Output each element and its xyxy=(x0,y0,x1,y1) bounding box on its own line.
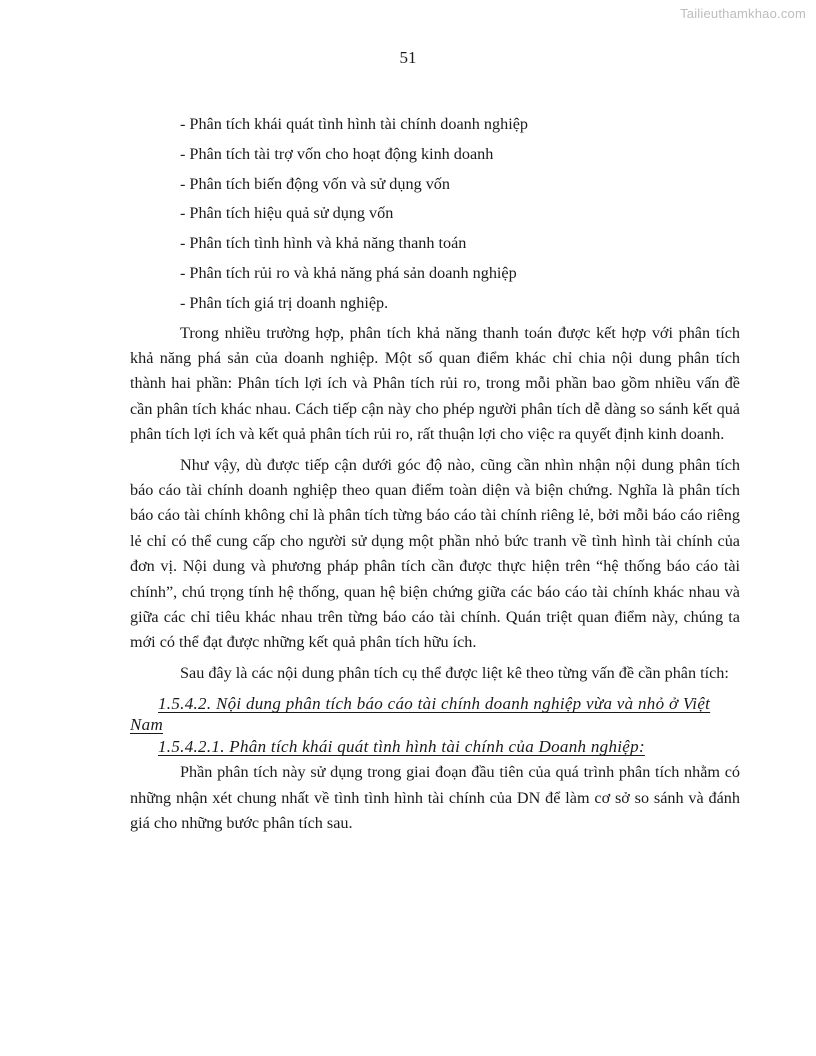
list-item: - Phân tích tài trợ vốn cho hoạt động kinh doanh xyxy=(180,144,494,163)
paragraph-approaches: Trong nhiều trường hợp, phân tích khả năng thanh toán được kết hợp với phân tích khả năng phá sản của doanh nghiệp. Một số quan điểm khác chỉ chia nội dung phân tích thành hai phần: Phân tích lợi ích và Phân tích rủi ro, trong mỗi phần bao gồm nhiều vấn đề cần phân tích khác nhau. Cách tiếp cận này cho phép người phân tích dễ dàng so sánh kết quả phân tích lợi ích và kết quả phân tích rủi ro, rất thuận lợi cho việc ra quyết định kinh doanh. xyxy=(130,323,740,444)
paragraph-overview: Phần phân tích này sử dụng trong giai đoạn đầu tiên của quá trình phân tích nhằm có những nhận xét chung nhất về tình tình hình tài chính của DN để làm cơ sở so sánh và đánh giá cho những bước phân tích sau. xyxy=(130,763,740,833)
list-item: - Phân tích rủi ro và khả năng phá sản doanh nghiệp xyxy=(180,263,517,282)
list-item: - Phân tích biến động vốn và sử dụng vốn xyxy=(180,174,450,193)
list-item: - Phân tích giá trị doanh nghiệp. xyxy=(180,293,389,312)
paragraph-holistic-view: Như vậy, dù được tiếp cận dưới góc độ nào, cũng cần nhìn nhận nội dung phân tích báo cáo tài chính doanh nghiệp theo quan điểm toàn diện và biện chứng. Nghĩa là phân tích báo cáo tài chính không chỉ là phân tích từng báo cáo tài chính riêng lẻ, bởi mỗi báo cáo riêng lẻ chỉ có thể cung cấp cho người sử dụng một phần nhỏ bức tranh về tình hình tài chính của đơn vị. Nội dung và phương pháp phân tích cần được thực hiện trên “hệ thống báo cáo tài chính”, chú trọng tính hệ thống, quan hệ biện chứng giữa các báo cáo tài chính khác nhau và giữa các chỉ tiêu khác nhau trên từng báo cáo tài chính. Quán triệt quan điểm này, chúng ta mới có thể đạt được những kết quả phân tích hữu ích. xyxy=(130,455,740,652)
analysis-bullet-list xyxy=(130,112,740,321)
section-heading: 1.5.4.2. Nội dung phân tích báo cáo tài chính doanh nghiệp vừa và nhỏ ở Việt Nam xyxy=(130,694,711,735)
page-number: 51 xyxy=(399,48,417,67)
list-item: - Phân tích khái quát tình hình tài chính doanh nghiệp xyxy=(180,115,528,133)
paragraph-intro-list: Sau đây là các nội dung phân tích cụ thể được liệt kê theo từng vấn đề cần phân tích: xyxy=(180,663,729,682)
watermark: Tailieuthamkhao.com xyxy=(680,6,806,21)
list-item: - Phân tích tình hình và khả năng thanh toán xyxy=(180,234,467,253)
document-body xyxy=(130,112,740,836)
list-item: - Phân tích hiệu quả sử dụng vốn xyxy=(180,204,394,223)
subsection-heading: 1.5.4.2.1. Phân tích khái quát tình hình tài chính của Doanh nghiệp: xyxy=(158,737,645,757)
